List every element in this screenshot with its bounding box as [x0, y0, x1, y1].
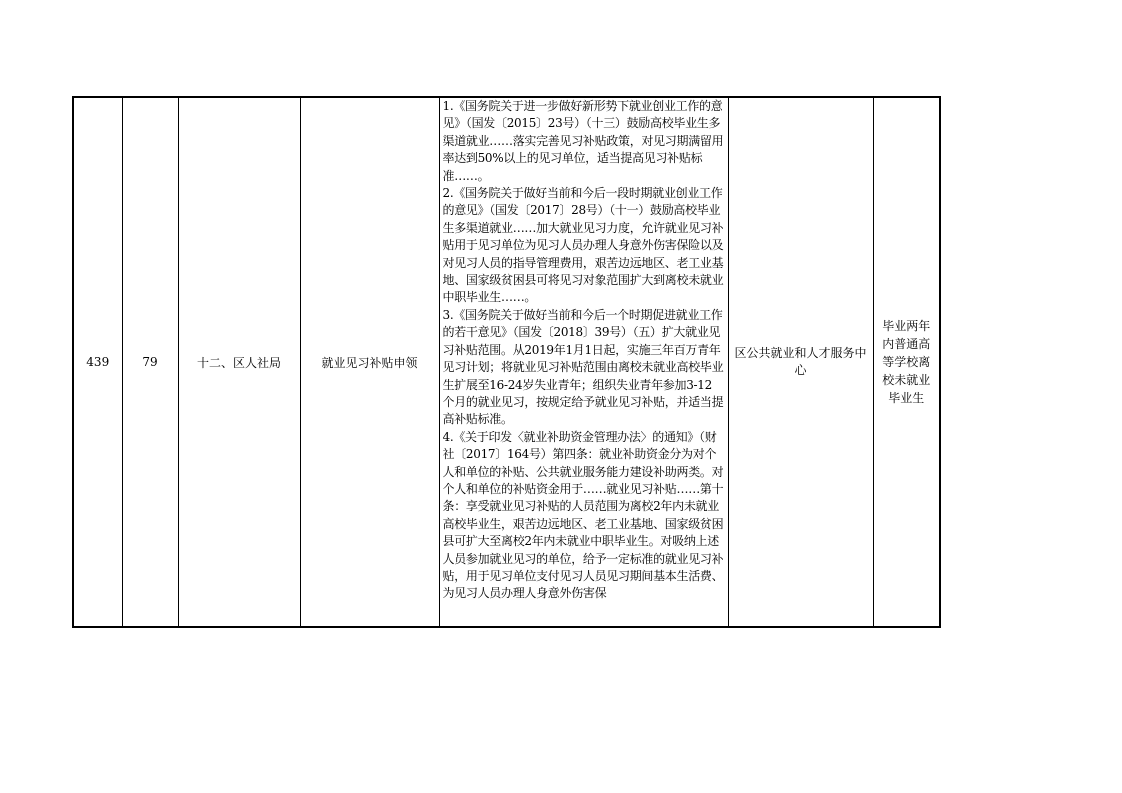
target-group-text: 毕业两年内普通高等学校离校未就业毕业生 — [882, 319, 931, 405]
item-name-cell: 就业见习补贴申领 — [300, 97, 439, 627]
table-row — [73, 97, 940, 627]
policy-table — [72, 96, 941, 628]
implementing-body-cell — [728, 97, 873, 627]
policy-basis-text: 1.《国务院关于进一步做好新形势下就业创业工作的意见》（国发〔2015〕23号）（十三）鼓励高校毕业生多渠道就业……落实完善见习补贴政策，对见习期满留用率达到50%以上的见习单位，适当提高见习补贴标准……。 2.《国务院关于做好当前和今后一段时期就业创业工作的意见》（国发〔2017〕28号）（十一）鼓励高校毕业生多渠道就业……加大就业见习力度，允许就业见习补贴用于见习单位为见习人员办理人身意外伤害保险以及对见习人员的指导管理费用，艰苦边远地区、老工业基地、国家级贫困县可将见习对象范围扩大到离校未就业中职毕业生……。 3.《国务院关于做好当前和今后一个时期促进就业工作的若干意见》（国发〔2018〕39号）（五）扩大就业见习补贴范围。从2019年1月1日起，实施三年百万青年见习计划；将就业见习补贴范围由离校未就业高校毕业生扩展至16-24岁失业青年；组织失业青年参加3-12个月的就业见习，按规定给予就业见习补贴，并适当提高补贴标准。 4.《关于印发〈就业补助资金管理办法〉的通知》（财社〔2017〕164号）第四条：就业补助资金分为对个人和单位的补贴、公共就业服务能力建设补助两类。对个人和单位的补贴资金用于……就业见习补贴……第十条：享受就业见习补贴的人员范围为离校2年内未就业高校毕业生，艰苦边远地区、老工业基地、国家级贫困县可扩大至离校2年内未就业中职毕业生。对吸纳上述人员参加就业见习的单位，给予一定标准的就业见习补贴，用于见习单位支付见习人员见习期间基本生活费、为见习人员办理人身意外伤害保 — [442, 99, 724, 601]
seq-cell: 439 — [73, 97, 122, 627]
implementing-body-text: 区公共就业和人才服务中心 — [734, 346, 867, 377]
sub-seq-cell: 79 — [122, 97, 178, 627]
target-group-cell — [873, 97, 940, 627]
department-cell: 十二、区人社局 — [178, 97, 300, 627]
policy-basis-cell — [439, 97, 728, 627]
